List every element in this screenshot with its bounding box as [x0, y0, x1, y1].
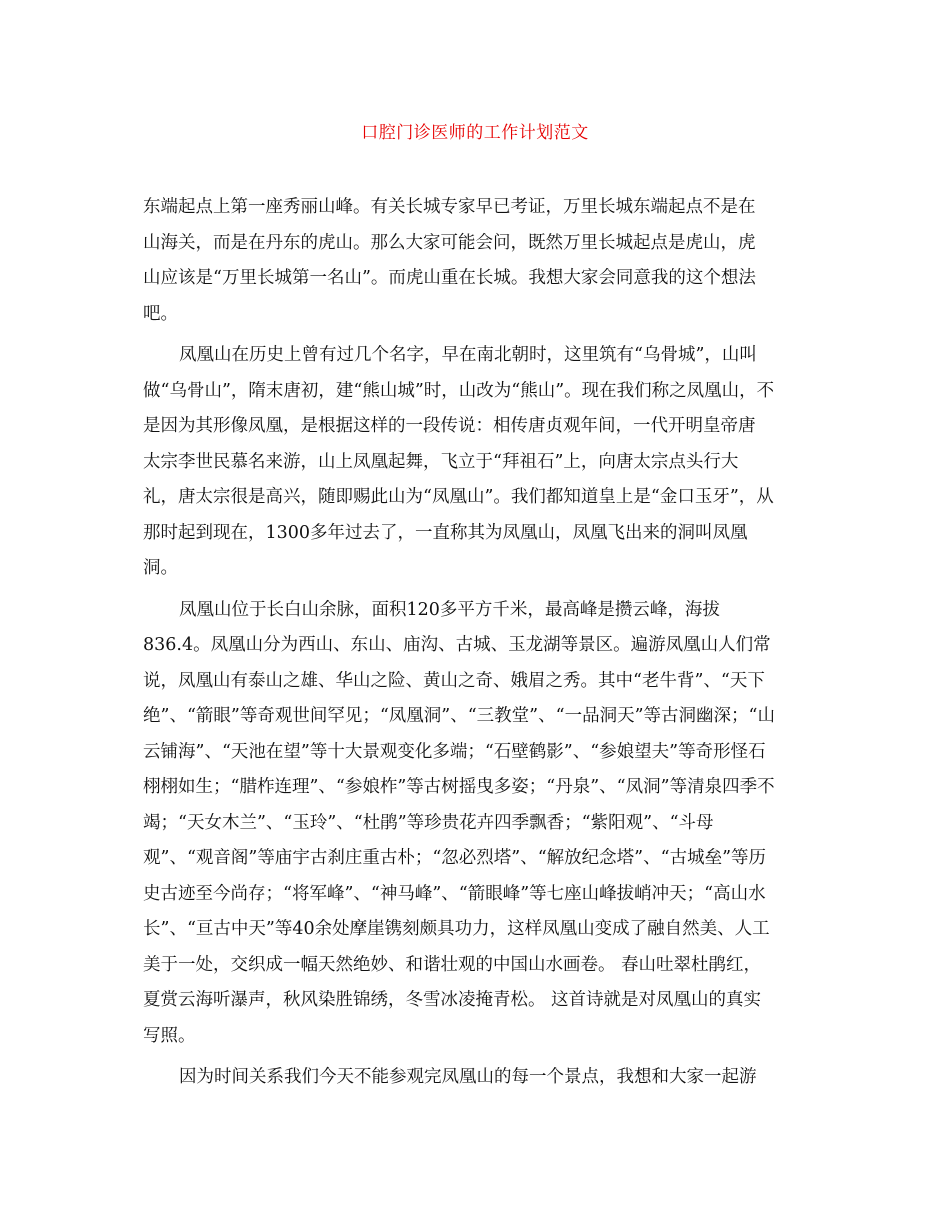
text-line: 礼，唐太宗很是高兴，随即赐此山为“凤凰山”。我们都知道皇上是“金口玉牙”，从	[143, 487, 774, 507]
text-line: 东端起点上第一座秀丽山峰。有关长城专家早已考证，万里长城东端起点不是在	[143, 197, 756, 217]
text-line: 观”、“观音阁”等庙宇古刹庄重古朴；“忽必烈塔”、“解放纪念塔”、“古城垒”等历	[143, 848, 767, 868]
text-line: 太宗李世民慕名来游，山上凤凰起舞，飞立于“拜祖石”上，向唐太宗点头行大	[143, 451, 739, 472]
text-line: 洞。	[143, 558, 178, 578]
text-line: 是因为其形像凤凰，是根据这样的一段传说：相传唐贞观年间，一代开明皇帝唐	[143, 416, 756, 436]
text-line: 竭；“天女木兰”、“玉玲”、“杜鹃”等珍贵花卉四季飘香；“紫阳观”、“斗母	[143, 812, 714, 833]
text-line: 山海关，而是在丹东的虎山。那么大家可能会问，既然万里长城起点是虎山，虎	[143, 232, 756, 253]
text-line: 说，凤凰山有泰山之雄、华山之险、黄山之奇、娥眉之秀。其中“老牛背”、“天下	[143, 670, 765, 691]
text-line: 长”、“亘古中天”等40余处摩崖镌刻颇具功力，这样凤凰山变成了融自然美、人工	[143, 919, 770, 939]
text-line: 栩栩如生；“腊柞连理”、“参娘柞”等古树摇曳多姿；“丹泉”、“凤洞”等清泉四季不	[143, 777, 775, 797]
paragraph-first-line: 因为时间关系我们今天不能参观完凤凰山的每一个景点，我想和大家一起游	[179, 1067, 757, 1087]
text-line: 云铺海”、“天池在望”等十大景观变化多端；“石壁鹤影”、“参娘望夫”等奇形怪石	[143, 741, 766, 762]
text-line: 836.4。凤凰山分为西山、东山、庙沟、古城、玉龙湖等景区。遍游凤凰山人们常	[143, 635, 771, 655]
paragraph-first-line: 凤凰山位于长白山余脉，面积120多平方千米，最高峰是攒云峰，海拔	[179, 599, 720, 620]
text-line: 做“乌骨山”，隋末唐初，建“熊山城”时，山改为“熊山”。现在我们称之凤凰山，不	[143, 380, 775, 401]
text-line: 山应该是“万里长城第一名山”。而虎山重在长城。我想大家会同意我的这个想法	[143, 268, 756, 288]
text-line: 吧。	[143, 303, 178, 324]
text-line: 那时起到现在，1300多年过去了，一直称其为凤凰山，凤凰飞出来的洞叫凤凰	[143, 522, 748, 543]
document-title: 口腔门诊医师的工作计划范文	[361, 123, 589, 143]
document-body	[143, 190, 809, 1096]
text-line: 绝”、“箭眼”等奇观世间罕见；“凤凰洞”、“三教堂”、“一品洞天”等古洞幽深；“山	[143, 706, 775, 726]
text-line: 写照。	[143, 1025, 196, 1046]
paragraph-first-line: 凤凰山在历史上曾有过几个名字，早在南北朝时，这里筑有“乌骨城”，山叫	[179, 345, 757, 365]
text-line: 夏赏云海听瀑声，秋风染胜锦绣，冬雪冰凌掩青松。 这首诗就是对凤凰山的真实	[143, 990, 762, 1010]
text-line: 史古迹至今尚存；“将军峰”、“神马峰”、“箭眼峰”等七座山峰拔峭冲天；“高山水	[143, 883, 766, 904]
text-line: 美于一处，交织成一幅天然绝妙、和谐壮观的中国山水画卷。 春山吐翠杜鹃红，	[143, 954, 762, 975]
